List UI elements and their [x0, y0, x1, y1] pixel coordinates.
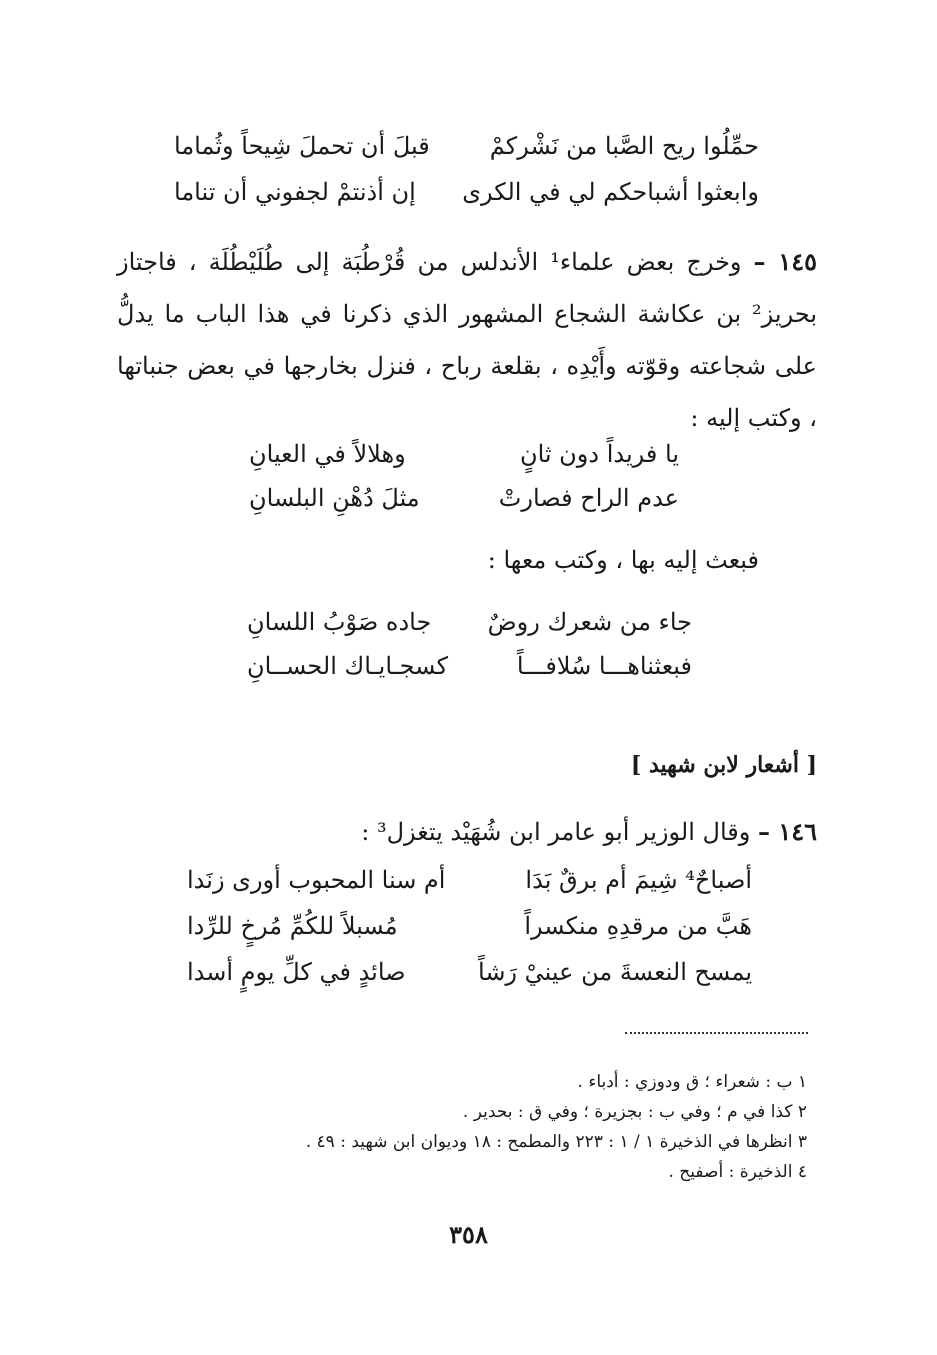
hemistich-second: كسجـايـاك الحســانِ [247, 652, 448, 680]
verse-line [249, 484, 679, 512]
paragraph-145 [117, 236, 817, 444]
prose-line [488, 546, 759, 574]
hemistich-first: حمِّلُوا ريح الصَّبا من نَشْركمْ [489, 132, 759, 160]
hemistich-second: قبلَ أن تحملَ شِيحاً وثُماما [174, 132, 430, 160]
hemistich-second: أم سنا المحبوب أورى زنَدا [187, 866, 446, 894]
hemistich-first: هَبَّ من مرقدِهِ منكسراً [524, 912, 752, 940]
hemistich-first: أصباحٌ⁴ شِيمَ أم برقٌ بَدَا [525, 866, 752, 894]
verse-line [187, 912, 752, 940]
hemistich-second: وهلالاً في العيانِ [249, 440, 406, 468]
footnote-divider [625, 1032, 808, 1034]
footnote: ٤ الذخيرة : أصفيح . [668, 1162, 807, 1182]
verse-line [174, 132, 759, 160]
paragraph-number: ١٤٥ – [753, 247, 817, 276]
hemistich-first: جاء من شعرك روضٌ [487, 608, 692, 636]
hemistich-second: جاده صَوْبُ اللسانِ [247, 608, 432, 636]
verse-line [174, 178, 759, 206]
paragraph-146 [117, 806, 817, 858]
verse-line [247, 608, 692, 636]
section-heading: [ أشعار لابن شهيد ] [630, 752, 817, 778]
footnote: ١ ب : شعراء ؛ ق ودوزي : أدباء . [577, 1072, 807, 1092]
hemistich-first: يا فريداً دون ثانٍ [519, 440, 679, 468]
paragraph-number: ١٤٦ – [757, 817, 817, 846]
hemistich-first: وابعثوا أشباحكم لي في الكرى [462, 178, 759, 206]
verse-line [187, 866, 752, 894]
paragraph-text: وخرج بعض علماء¹ الأندلس من قُرْطُبَة إلى طُلَيْطُلَة ، فاجتاز بحريز² بن عكاشة الشجاع المشهور الذي ذكرنا في هذا الباب ما يدلُّ على شجاعته وقوّته وأَيْدِه ، بقلعة رباح ، فنزل بخارجها في بعض جنباتها ، وكتب إليه : [117, 248, 817, 432]
hemistich-second: مثلَ دُهْنِ البلسانِ [249, 484, 420, 512]
footnote: ٣ انظرها في الذخيرة ١ / ١ : ٢٢٣ والمطمح : ١٨ وديوان ابن شهيد : ٤٩ . [305, 1132, 807, 1152]
paragraph-text: وقال الوزير أبو عامر ابن شُهَيْد يتغزل³ : [361, 818, 751, 846]
footnote: ٢ كذا في م ؛ وفي ب : بجزيرة ؛ وفي ق : بحدير . [462, 1102, 807, 1122]
hemistich-first: فبعثناهـــا سُلافـــاً [516, 652, 692, 680]
hemistich-first: يمسح النعسةَ من عينيْ رَشاً [478, 958, 752, 986]
hemistich-second: مُسبلاً للكُمِّ مُرخٍ للرِّدا [187, 912, 398, 940]
hemistich-second: صائدٍ في كلِّ يومٍ أسدا [187, 958, 406, 986]
verse-line [249, 440, 679, 468]
hemistich-first: عدم الراح فصارتْ [498, 484, 679, 512]
verse-line [187, 958, 752, 986]
page-number: ٣٥٨ [449, 1220, 488, 1249]
verse-line [247, 652, 692, 680]
hemistich-second: إن أذنتمْ لجفوني أن تناما [174, 178, 416, 206]
sent-line-text: فبعث إليه بها ، وكتب معها : [487, 546, 759, 574]
